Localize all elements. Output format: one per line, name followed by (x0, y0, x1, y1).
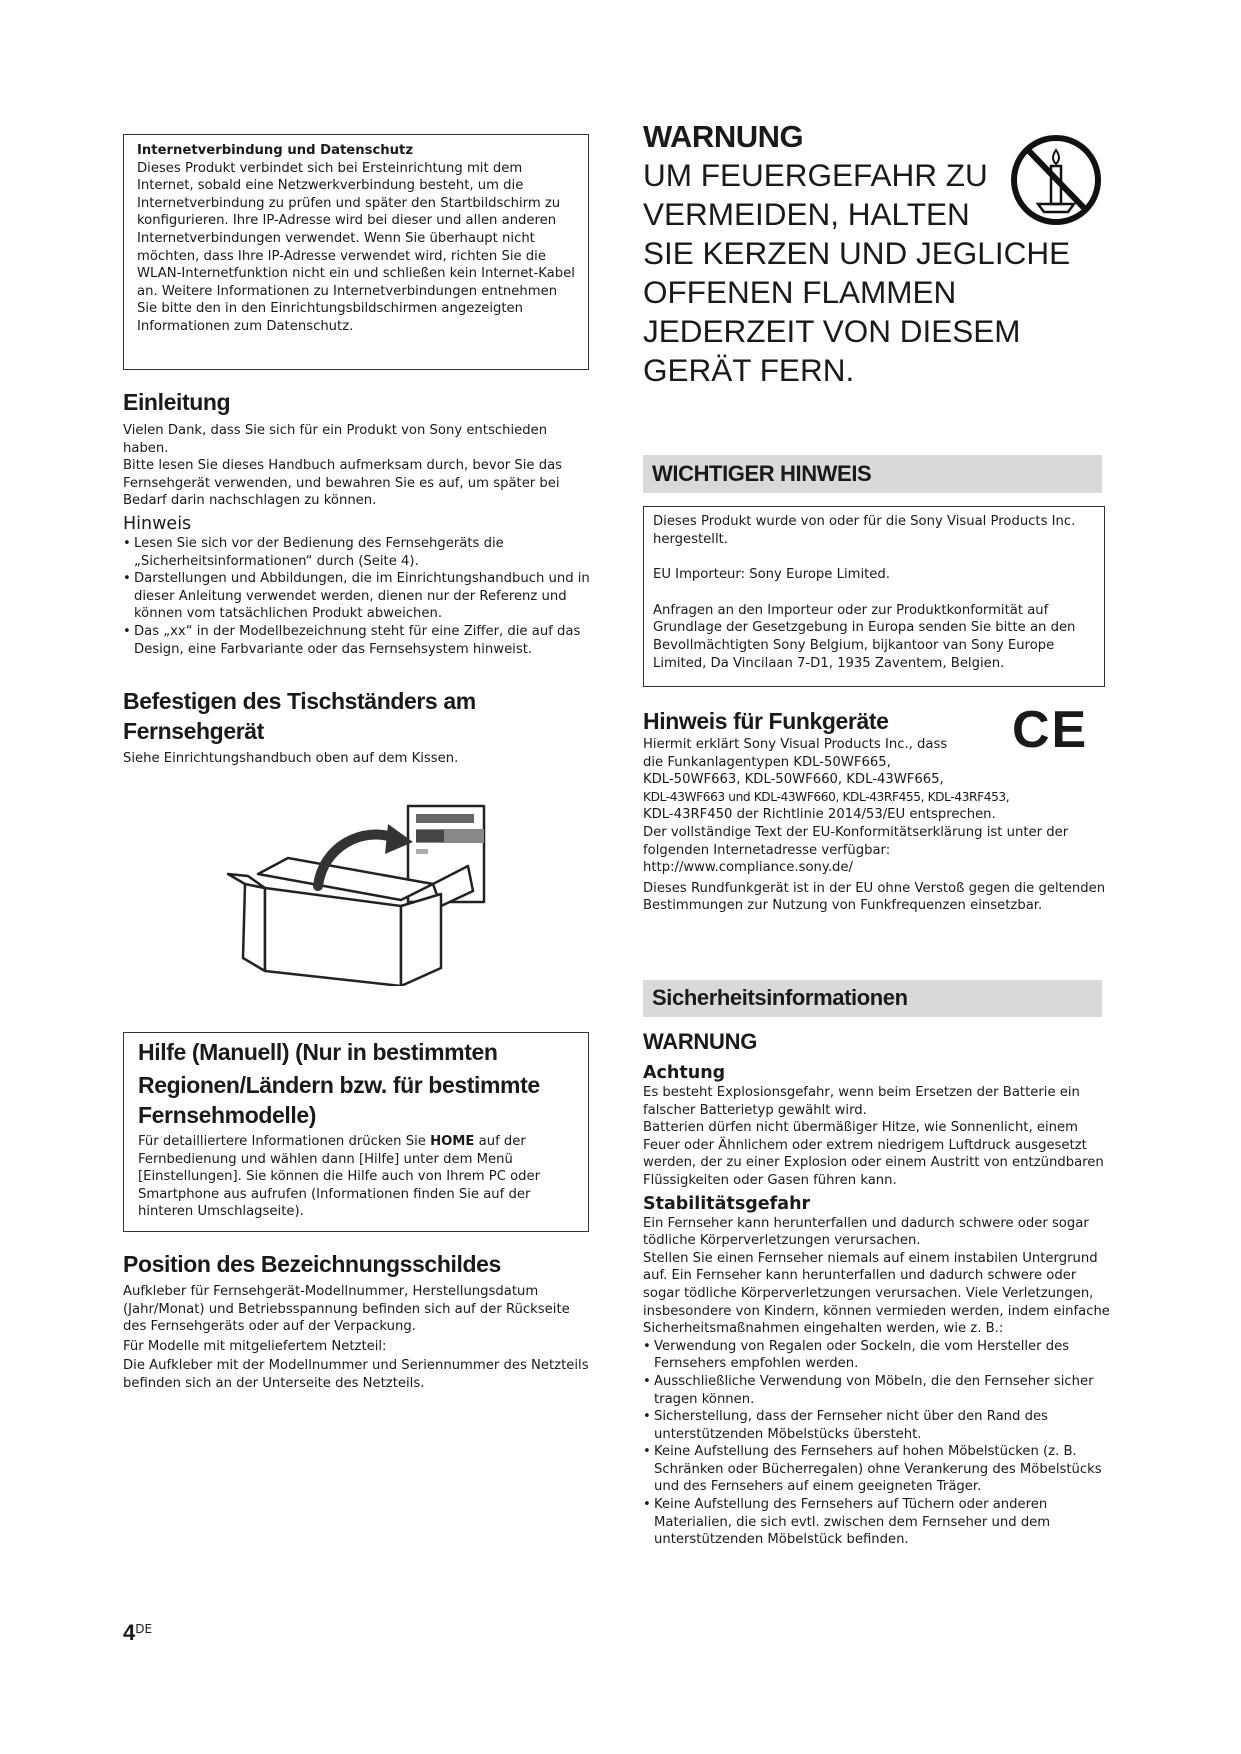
page-number-digit: 4 (123, 1620, 136, 1645)
hinweis-list (123, 535, 593, 658)
achtung-heading: Achtung (643, 1063, 726, 1083)
funk-l3: KDL-50WF663, KDL-50WF660, KDL-43WF665, (643, 772, 944, 788)
importer-p3: Anfragen an den Importeur oder zur Produktkonformität auf Grundlage der Gesetzgebung in Europa senden Sie bitte an den Bevollmächtigten Sony Belgium, bijkantoor van Sony Europe Limited, Da Vincilaan 7-D1, 1935 Zaventem, Belgien. (653, 602, 1076, 671)
funk-heading: Hinweis für Funkgeräte (643, 708, 889, 734)
list-item: • Keine Aufstellung des Fernsehers auf Tüchern oder anderen Materialien, die sich evtl. zwischen dem Fernseher und dem unterstützenden Möbelstück befinden. (643, 1496, 1113, 1549)
funk-l2: die Funkanlagentypen KDL-50WF665, (643, 754, 891, 770)
hilfe-text-pre: Für detailliertere Informationen drücken Sie (138, 1134, 431, 1149)
hilfe-box (123, 1032, 589, 1232)
list-item: • Keine Aufstellung des Fernsehers auf hohen Möbelstücken (z. B. Schränken oder Bücherregalen) ohne Verankerung des Möbelstücks und des Fernsehers auf einem geeigneten Träger. (643, 1443, 1113, 1496)
fire-warning-line: UM FEUERGEFAHR ZU (643, 157, 988, 193)
wichtiger-hinweis-heading: WICHTIGER HINWEIS (652, 461, 872, 486)
sicherheit-bar (643, 980, 1102, 1017)
internet-privacy-text: Dieses Produkt verbindet sich bei Ersteinrichtung mit dem Internet, sobald eine Netzwerkverbindung besteht, um die Internetverbindung zu prüfen und später den Startbildschirm zu konfigurieren. Ihre IP-Adresse wird bei dieser und allen anderen Internetverbindungen verwendet. Wenn Sie überhaupt nicht möchten, dass Ihre IP-Adresse verwendet wird, richten Sie die WLAN-Internetfunktion nicht ein und schließen kein Internet-Kabel an. Weitere Informationen zu Internetverbindungen entnehmen Sie bitte den in den Einrichtungsbildschirmen angezeigten Informationen zum Datenschutz. (137, 160, 575, 334)
position-p1: Aufkleber für Fernsehgerät-Modellnummer, Herstellungsdatum (Jahr/Monat) und Betriebsspannung befinden sich auf der Rückseite des Fernsehgeräts oder auf der Verpackung. (123, 1284, 570, 1335)
stabilitaet-p1: Ein Fernseher kann herunterfallen und dadurch schwere oder sogar tödliche Körperverletzungen verursachen. (643, 1215, 1089, 1249)
fire-warning-line: SIE KERZEN UND JEGLICHE (643, 235, 1071, 271)
achtung-p2: Batterien dürfen nicht übermäßiger Hitze, wie Sonnenlicht, einem Feuer oder Ähnlichem oder extrem niedrigem Luftdruck ausgesetzt werden, der zu einer Explosion oder einem Austritt von entzündbaren Flüssigkeiten oder Gasen führen kann. (643, 1120, 1104, 1188)
fire-warning-title: WARNUNG (643, 119, 804, 154)
fire-warning-text (643, 156, 1071, 390)
home-key-label: HOME (430, 1134, 475, 1149)
einleitung-p2: Bitte lesen Sie dieses Handbuch aufmerksam durch, bevor Sie das Fernsehgerät verwenden, und bewahren Sie es auf, um später bei Bedarf darin nachschlagen zu können. (123, 458, 563, 509)
hilfe-text-post: auf der Fernbedienung und wählen dann [Hilfe] unter dem Menü [Einstellungen]. Sie können die Hilfe auch von Ihrem PC oder Smartphone aus aufrufen (Informationen finden Sie auf der hinteren Umschlagseite). (138, 1134, 541, 1220)
befestigen-heading-line1: Befestigen des Tischständers am (123, 688, 476, 714)
list-item: • Ausschließliche Verwendung von Möbeln, die den Fernseher sicher tragen können. (643, 1373, 1113, 1408)
hilfe-heading-line3: Fernsehmodelle) (138, 1102, 317, 1128)
stabilitaet-p2: Stellen Sie einen Fernseher niemals auf einem instabilen Untergrund auf. Ein Fernseher kann herunterfallen und dadurch schwere oder sogar tödliche Körperverletzungen verursachen. Viele Verletzungen, insbesondere von Kindern, können vermieden werden, indem einfache Sicherheitsmaßnahmen eingehalten werden, wie z. B.: (643, 1250, 1110, 1337)
internet-privacy-title: Internetverbindung und Datenschutz (137, 143, 414, 158)
fire-warning-line: GERÄT FERN. (643, 352, 855, 388)
fire-warning-line: OFFENEN FLAMMEN (643, 274, 957, 310)
befestigen-text: Siehe Einrichtungshandbuch oben auf dem Kissen. (123, 751, 459, 766)
internet-privacy-box (123, 134, 589, 370)
list-item: • Lesen Sie sich vor der Bedienung des Fernsehgeräts die „Sicherheitsinformationen“ durch (Seite 4). (123, 535, 593, 570)
funk-url: http://www.compliance.sony.de/ (643, 860, 853, 876)
page-lang: DE (135, 1622, 153, 1636)
funk-p3: Dieses Rundfunkgerät ist in der EU ohne Verstoß gegen die geltenden Bestimmungen zur Nutzung von Funkfrequenzen einsetzbar. (643, 880, 1106, 914)
list-item: • Verwendung von Regalen oder Sockeln, die vom Hersteller des Fernsehers empfohlen werden. (643, 1338, 1113, 1373)
wichtiger-hinweis-box (643, 506, 1105, 687)
funk-p2: Der vollständige Text der EU-Konformitätserklärung ist unter der folgenden Internetadresse verfügbar: (643, 824, 1069, 858)
hilfe-heading-line1: Hilfe (Manuell) (Nur in bestimmten (138, 1039, 498, 1065)
funk-l1: Hiermit erklärt Sony Visual Products Inc., dass (643, 737, 948, 752)
position-p2: Für Modelle mit mitgeliefertem Netzteil: (123, 1338, 387, 1354)
list-item: • Das „xx“ in der Modellbezeichnung steht für eine Ziffer, die auf das Design, eine Farbvariante oder das Fernsehsystem hinweist. (123, 623, 593, 658)
fire-warning-line: VERMEIDEN, HALTEN (643, 196, 970, 232)
wichtiger-hinweis-bar (643, 455, 1102, 493)
ce-mark: CE (1012, 701, 1089, 759)
position-p3: Die Aufkleber mit der Modellnummer und Seriennummer des Netzteils befinden sich an der Unterseite des Netzteils. (123, 1358, 589, 1391)
funk-l5: KDL-43RF450 der Richtlinie 2014/53/EU entsprechen. (643, 807, 996, 823)
page-number (123, 1620, 152, 1646)
list-item: • Darstellungen und Abbildungen, die im Einrichtungshandbuch und in dieser Anleitung verwendet werden, dienen nur der Referenz und können vom tatsächlichen Produkt abweichen. (123, 570, 593, 623)
hilfe-heading-line2: Regionen/Ländern bzw. für bestimmte (138, 1072, 540, 1098)
einleitung-heading: Einleitung (123, 389, 231, 415)
no-candle-icon (1008, 132, 1104, 228)
stabilitaet-heading: Stabilitätsgefahr (643, 1193, 811, 1214)
sicherheit-warnung: WARNUNG (643, 1029, 758, 1054)
befestigen-heading-line2: Fernsehgerät (123, 718, 264, 744)
list-item: • Sicherstellung, dass der Fernseher nicht über den Rand des unterstützenden Möbelstücks übersteht. (643, 1408, 1113, 1443)
stabilitaet-list (643, 1338, 1113, 1549)
hinweis-heading: Hinweis (123, 513, 192, 534)
position-heading: Position des Bezeichnungsschildes (123, 1251, 501, 1277)
sicherheit-heading: Sicherheitsinformationen (652, 985, 908, 1010)
einleitung-p1: Vielen Dank, dass Sie sich für ein Produkt von Sony entschieden haben. (123, 423, 548, 456)
fire-warning (643, 118, 1071, 390)
importer-p1: Dieses Produkt wurde von oder für die Sony Visual Products Inc. hergestellt. (653, 514, 1076, 547)
achtung-p1: Es besteht Explosionsgefahr, wenn beim Ersetzen der Batterie ein falscher Batterietyp gewählt wird. (643, 1085, 1080, 1118)
fire-warning-line: JEDERZEIT VON DIESEM (643, 313, 1021, 349)
hilfe-text (138, 1133, 576, 1221)
importer-p2: EU Importeur: Sony Europe Limited. (653, 567, 890, 583)
funk-l4: KDL-43WF663 und KDL-43WF660, KDL-43RF455, KDL-43RF453, (643, 789, 1010, 804)
box-manual-illustration (223, 796, 613, 986)
